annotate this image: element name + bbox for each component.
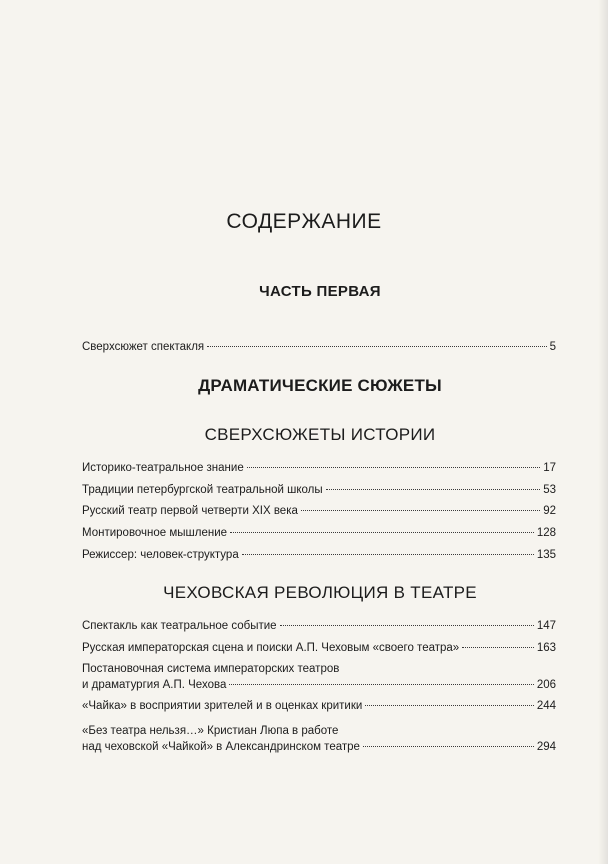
dot-leader: [230, 532, 534, 533]
toc-entry[interactable]: [82, 661, 556, 693]
dot-leader: [280, 625, 534, 626]
toc-entry-title: Сверхсюжет спектакля: [82, 341, 205, 353]
toc-entry-page: 147: [536, 620, 556, 632]
toc-entry-page: 163: [536, 642, 556, 654]
toc-entry[interactable]: [82, 618, 556, 634]
toc-entry-title: Режиссер: человек-структура: [82, 549, 239, 561]
dot-leader: [242, 554, 534, 555]
dot-leader: [207, 346, 546, 347]
toc-entry-page: 5: [549, 341, 556, 353]
toc-entry[interactable]: [82, 482, 556, 498]
toc-entry-title-line1: Постановочная система императорских театров: [82, 663, 340, 675]
toc-entry[interactable]: [82, 640, 556, 656]
toc-entry[interactable]: [82, 525, 556, 541]
toc-entry[interactable]: [82, 503, 556, 519]
dot-leader: [462, 647, 534, 648]
dot-leader: [326, 489, 541, 490]
toc-entry[interactable]: [82, 723, 556, 755]
dot-leader: [363, 746, 534, 747]
toc-entry-intro[interactable]: [82, 339, 556, 355]
subsection-heading: ЧЕХОВСКАЯ РЕВОЛЮЦИЯ В ТЕАТРЕ: [163, 583, 477, 602]
toc-entry-title: Историко-театральное знание: [82, 462, 244, 474]
dot-leader: [301, 510, 540, 511]
toc-entry-title: «Чайка» в восприятии зрителей и в оценках критики: [82, 700, 363, 712]
toc-entry-title: Русская императорская сцена и поиски А.П. Чеховым «своего театра»: [82, 642, 460, 654]
dot-leader: [247, 467, 540, 468]
toc-entry-title: и драматургия А.П. Чехова: [82, 679, 227, 691]
toc-entry-page: 17: [543, 462, 556, 474]
dot-leader: [229, 684, 533, 685]
toc-entry-title: Спектакль как театральное событие: [82, 620, 277, 632]
toc-entry-page: 135: [536, 549, 556, 561]
part-heading: ЧАСТЬ ПЕРВАЯ: [259, 283, 381, 300]
toc-entry-title: Монтировочное мышление: [82, 527, 228, 539]
subsection-heading: СВЕРХСЮЖЕТЫ ИСТОРИИ: [204, 425, 436, 444]
toc-entry-page: 53: [543, 484, 556, 496]
toc-entry-page: 206: [536, 679, 556, 691]
toc-entry[interactable]: [82, 698, 556, 714]
toc-entry-title-line1: «Без театра нельзя…» Кристиан Люпа в работе: [82, 725, 339, 737]
toc-entry-title: Русский театр первой четверти XIX века: [82, 505, 298, 517]
toc-entry-page: 128: [536, 527, 556, 539]
section-heading: ДРАМАТИЧЕСКИЕ СЮЖЕТЫ: [198, 376, 442, 395]
toc-entry-title: над чеховской «Чайкой» в Александринском театре: [82, 741, 360, 753]
toc-entry[interactable]: [82, 460, 556, 476]
toc-entry-page: 294: [536, 741, 556, 753]
toc-title: СОДЕРЖАНИЕ: [226, 210, 382, 233]
toc-entry-page: 92: [543, 505, 556, 517]
toc-entry-title: Традиции петербургской театральной школы: [82, 484, 323, 496]
toc-entry-page: 244: [536, 700, 556, 712]
toc-entry[interactable]: [82, 547, 556, 563]
dot-leader: [365, 705, 534, 706]
